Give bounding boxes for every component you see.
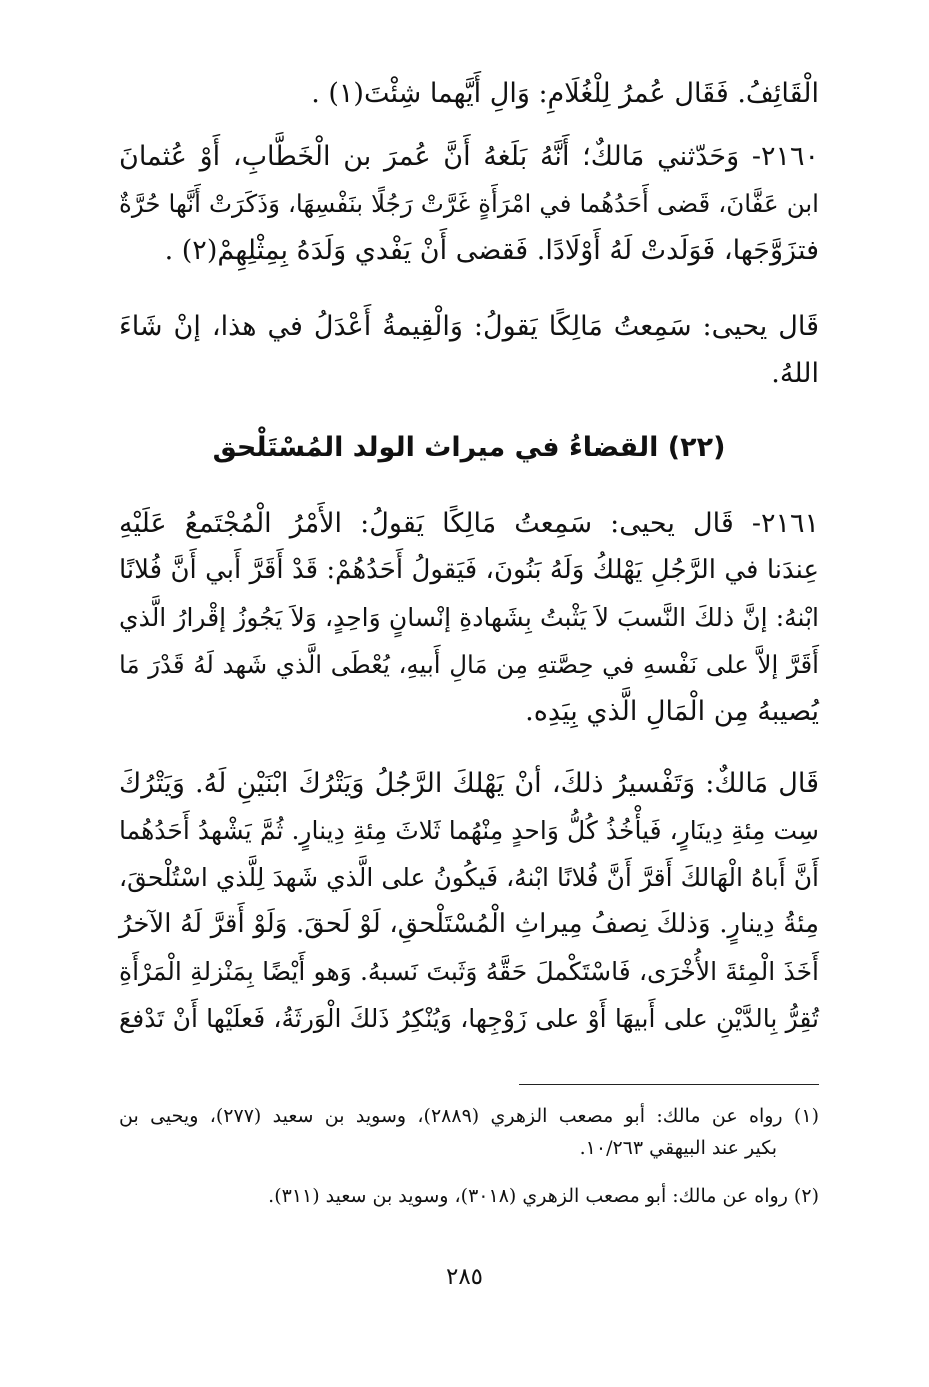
page-number: ٢٨٥	[445, 1264, 484, 1290]
text-line: ٢١٦٠- وَحَدّثني مَالكٌ؛ أَنَّهُ بَلَغهُ أَنَّ عُمرَ بن الْخَطَّابِ، أَوْ عُثمانَ	[119, 141, 819, 172]
paragraph-malik-explanation	[119, 760, 819, 1042]
footnote-line: (٢) رواه عن مالك: أبو مصعب الزهري (٣٠١٨)، وسويد بن سعيد (٣١١).	[268, 1185, 819, 1207]
footnote-line: بكير عند البيهقي ١٠/٢٦٣.	[579, 1137, 777, 1159]
section-heading: (٢٢) القضاءُ في ميراث الولد المُسْتَلْحق	[212, 432, 726, 463]
text-line: أَخَذَ الْمِئةَ الأُخْرَى، فَاسْتَكْملَ حَقَّهُ وَثَبتَ نَسبهُ. وَهو أَيْضًا بِمَنْزلةِ الْمَرْأَةِ	[119, 957, 819, 986]
paragraph-yahya-comment	[119, 303, 819, 397]
paragraph-1	[119, 70, 819, 117]
text-line: ٢١٦١- قَال يحيى: سَمِعتُ مَالِكًا يَقولُ: الأَمْرُ الْمُجْتَمعُ عَلَيْهِ	[119, 508, 819, 539]
text-line: قَال مَالكٌ: وَتَفْسيرُ ذلكَ، أنْ يَهْلكَ الرَّجُلُ وَيَتْرُكَ ابْنَيْنِ لَهُ. وَيَتْرُكَ	[119, 768, 819, 799]
text-line: مِئةُ دِينارٍ. وَذلكَ نِصفُ مِيراثِ الْمُسْتَلْحقِ، لَوْ لَحقَ. وَلَوْ أَقرَّ لَهُ الآخرُ	[119, 909, 819, 939]
text-line: فتزَوَّجَها، فَوَلَدتْ لَهُ أَوْلَادًا. فَقضى أَنْ يَفْدي وَلَدَهُ بِمِثْلِهِمْ(٢) .	[164, 235, 819, 266]
footnote-line: (١) رواه عن مالك: أبو مصعب الزهري (٢٨٨٩)، وسويد بن سعيد (٢٧٧)، ويحيى بن	[119, 1105, 819, 1127]
paragraph-2160	[119, 133, 819, 274]
footnote-1	[119, 1100, 819, 1164]
text-line: قَال يحيى: سَمِعتُ مَالِكًا يَقولُ: وَالْقِيمةُ أَعْدَلُ في هذا، إنْ شَاءَ	[119, 311, 819, 342]
footnote-separator	[519, 1084, 819, 1085]
text-line: أَقَرَّ إلاَّ على نَفْسهِ في حِصَّتهِ مِن مَالِ أَبيهِ، يُعْطَى الَّذي شَهد لَهُ قَدْرَ مَا	[119, 650, 819, 679]
text-line: يُصيبهُ مِن الْمَالِ الَّذي بِيَدِه.	[525, 696, 819, 727]
text-line: تُقِرُّ بِالدَّيْنِ على أَبيهَا أَوْ على زَوْجِها، وَيُنْكِرُ ذَلكَ الْوَرثَةُ، فَعلَيْها أَنْ تَدْفعَ	[119, 1004, 819, 1033]
footnote-2	[119, 1180, 819, 1212]
text-line: ابن عَفَّانَ، قَضى أَحَدُهُما في امْرَأَةٍ غَرَّتْ رَجُلًا بنَفْسِهَا، وَذَكَرَتْ أَنَّها حُرَّةٌ	[119, 189, 819, 218]
text-line: ابْنهُ: إنَّ ذلكَ النَّسبَ لاَ يَثْبتُ بِشَهادةِ إنْسانٍ وَاحِدٍ، وَلاَ يَجُوزُ إقْرارُ الَّذي	[119, 603, 819, 632]
text-line: عِندَنا في الرَّجُلِ يَهْلكُ وَلَهُ بَنُونَ، فَيَقولُ أَحَدُهُمْ: قَدْ أَقَرَّ أَبي أَنَّ فُلانًا	[119, 555, 819, 585]
text-line: الْقَائِفُ. فَقَال عُمرُ لِلْغُلَامِ: وَالِ أَيَّهما شِئْتَ(١) .	[311, 78, 819, 109]
paragraph-2161	[119, 500, 819, 735]
text-line: سِت مِئةِ دِينَارٍ، فَيأْخُذُ كُلُّ وَاحدٍ مِنْهُما ثَلاثَ مِئةِ دِينارٍ. ثُمَّ يَشْهدُ أَحَدُهُما	[119, 816, 819, 845]
text-line: أَنَّ أَباهُ الْهَالكَ أَقرَّ أَنَّ فُلانًا ابْنهُ، فَيكُونُ على الَّذي شَهدَ لِلَّذي اسْتُلْحقَ،	[119, 863, 819, 892]
text-line: اللهُ.	[771, 358, 819, 389]
